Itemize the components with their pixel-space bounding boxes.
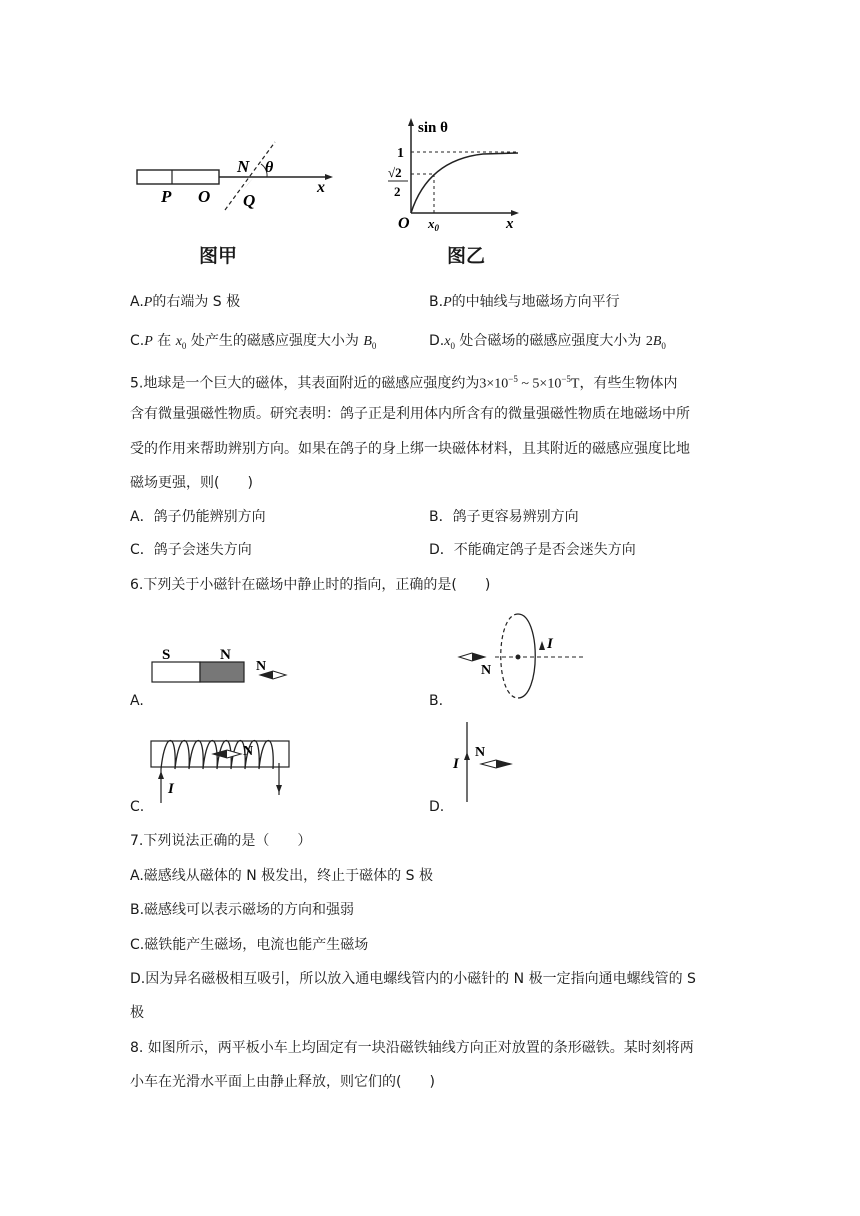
q4-option-b: B.P的中轴线与地磁场方向平行: [429, 294, 620, 310]
q5-option-b: B．鸽子更容易辨别方向: [429, 509, 579, 525]
q5-option-d: D．不能确定鸽子是否会迷失方向: [429, 542, 636, 558]
q6b-label-I: I: [547, 636, 553, 652]
jia-label-O: O: [198, 187, 211, 206]
q6c-label-I: I: [168, 781, 174, 797]
q4-option-a: A.P的右端为 S 极: [130, 294, 241, 310]
q6-option-a-label: A.: [130, 693, 144, 709]
q6-stem: 6.下列关于小磁针在磁场中静止时的指向，正确的是( ): [130, 577, 491, 593]
q7-option-b: B.磁感线可以表示磁场的方向和强弱: [130, 902, 355, 918]
jia-label-P: P: [161, 187, 172, 206]
q6-figure-a: [150, 644, 300, 690]
yi-origin: O: [398, 215, 410, 232]
q6a-label-S: S: [162, 647, 171, 663]
q6d-label-I: I: [453, 756, 459, 772]
figure-jia: [125, 120, 345, 220]
q6-option-c-label: C.: [130, 799, 145, 815]
q6d-needle-N: N: [475, 745, 486, 760]
q6-figure-c: [145, 733, 295, 807]
figure-yi: [378, 112, 528, 237]
q6-figure-d: [445, 720, 525, 804]
yi-x: x: [506, 216, 514, 232]
q6-option-b-label: B.: [429, 693, 444, 709]
q6c-needle-N: N: [243, 744, 254, 759]
q6a-needle-N: N: [256, 659, 267, 674]
yi-x0: $x_0$: [428, 216, 439, 233]
q8-line-2: 小车在光滑水平面上由静止释放，则它们的( ): [130, 1074, 435, 1090]
caption-yi: 图乙: [447, 245, 486, 267]
q8-line-1: 8. 如图所示，两平板小车上均固定有一块沿磁铁轴线方向正对放置的条形磁铁。某时刻将两: [130, 1040, 694, 1056]
yi-tick-1: 1: [397, 146, 404, 161]
jia-label-theta: θ: [265, 159, 274, 176]
q5-option-c: C．鸽子会迷失方向: [130, 542, 252, 558]
yi-tick-2: 2: [394, 184, 401, 199]
jia-label-x: x: [317, 179, 325, 196]
q5-line-3: 受的作用来帮助辨别方向。如果在鸽子的身上绑一块磁体材料，且其附近的磁感应强度比地: [130, 441, 690, 457]
yi-tick-sqrt2: √2: [388, 165, 402, 180]
q6-option-d-label: D.: [429, 799, 445, 815]
q7-option-c: C.磁铁能产生磁场，电流也能产生磁场: [130, 937, 369, 953]
q7-option-d-line-2: 极: [130, 1005, 144, 1021]
q7-option-a: A.磁感线从磁体的 N 极发出，终止于磁体的 S 极: [130, 868, 433, 884]
q5-option-a: A．鸽子仍能辨别方向: [130, 509, 266, 525]
jia-label-N: N: [237, 157, 250, 176]
yi-ylabel: sin θ: [418, 120, 448, 136]
q7-option-d-line-1: D.因为异名磁极相互吸引，所以放入通电螺线管内的小磁针的 N 极一定指向通电螺线管的 S: [130, 971, 696, 987]
caption-jia: 图甲: [199, 245, 238, 267]
q5-line-2: 含有微量强磁性物质。研究表明：鸽子正是利用体内所含有的微量强磁性物质在地磁场中所: [130, 406, 690, 422]
q7-stem: 7.下列说法正确的是（ ）: [130, 833, 312, 849]
q6b-needle-N: N: [481, 663, 492, 678]
q6-figure-b: [455, 610, 585, 702]
q6a-label-N: N: [220, 647, 231, 663]
q5-line-1: 5.地球是一个巨大的磁体，其表面附近的磁感应强度约为$3\times 10^{-5}$ ~ $5\times 10^{-5}T$，有些生物体内: [130, 374, 678, 392]
jia-label-Q: Q: [243, 191, 256, 210]
q5-line-4: 磁场更强，则( ): [130, 475, 253, 491]
q4-option-d: $D.x_0$ 处合磁场的磁感应强度大小为 $2B_0$: [429, 333, 666, 351]
q4-option-c: C.P 在 $x_0$ 处产生的磁感应强度大小为 $B_0$: [130, 333, 377, 351]
